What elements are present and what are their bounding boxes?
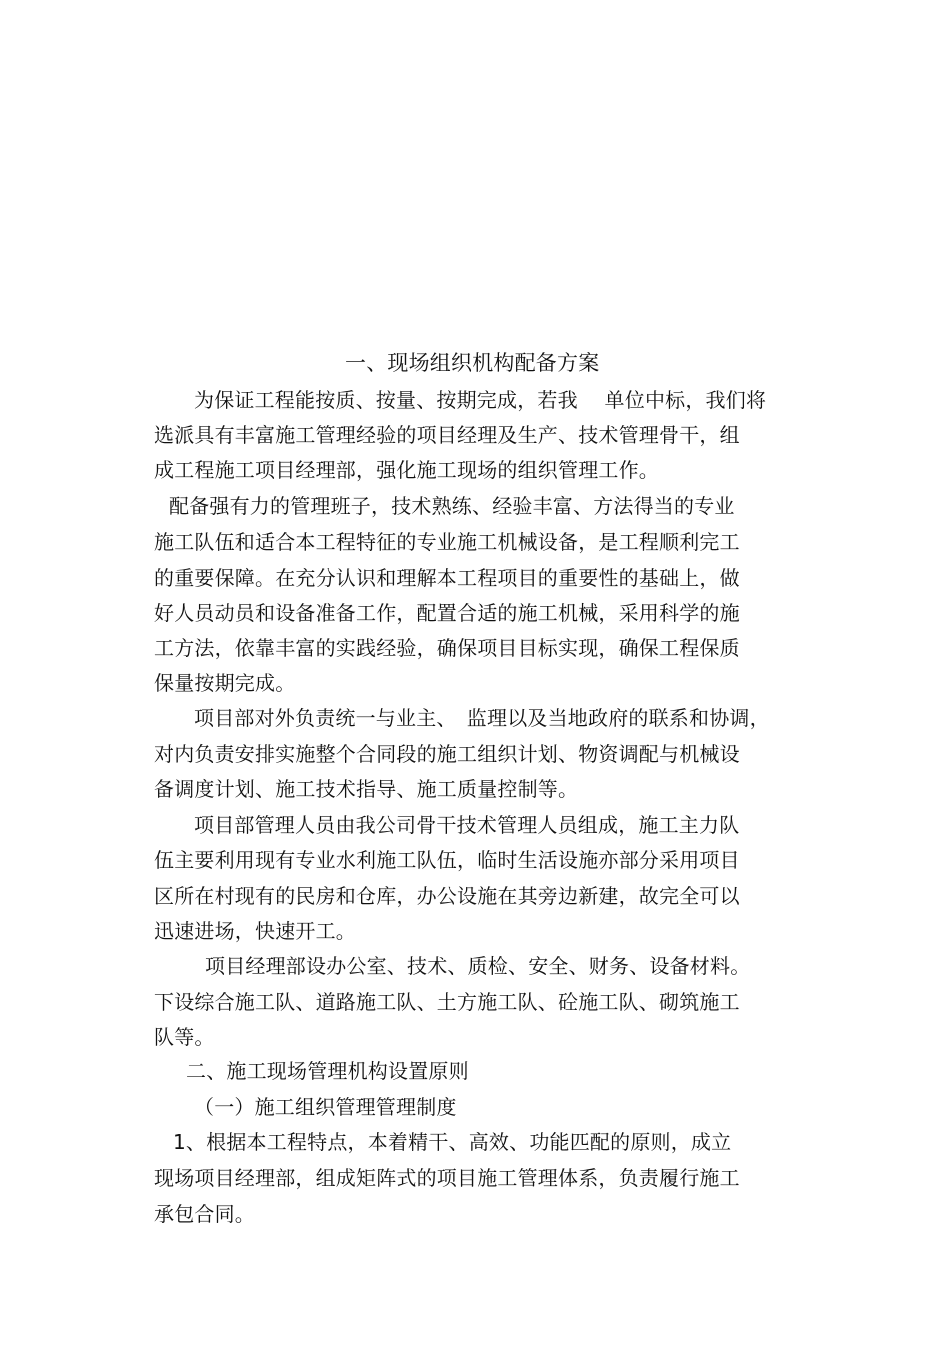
- paragraph-6-line-2: 现场项目经理部，组成矩阵式的项目施工管理体系，负责履行施工: [154, 1166, 740, 1190]
- paragraph-6-line-3: 承包合同。: [154, 1202, 255, 1226]
- paragraph-1-line-1: 为保证工程能按质、按量、按期完成，若我 单位中标，我们将: [194, 388, 767, 412]
- paragraph-3-line-3: 备调度计划、施工技术指导、施工质量控制等。: [154, 777, 579, 801]
- paragraph-4-line-3: 区所在村现有的民房和仓库，办公设施在其旁边新建，故完全可以: [154, 884, 740, 908]
- paragraph-1-line-3: 成工程施工项目经理部，强化施工现场的组织管理工作。: [154, 458, 659, 482]
- paragraph-1-line-2: 选派具有丰富施工管理经验的项目经理及生产、技术管理骨干，组: [154, 423, 740, 447]
- paragraph-3-line-2: 对内负责安排实施整个合同段的施工组织计划、物资调配与机械设: [154, 742, 740, 766]
- paragraph-2-line-3: 的重要保障。在充分认识和理解本工程项目的重要性的基础上，做: [154, 566, 740, 590]
- paragraph-2-line-4: 好人员动员和设备准备工作，配置合适的施工机械，采用科学的施: [154, 601, 740, 625]
- paragraph-2-line-2: 施工队伍和适合本工程特征的专业施工机械设备，是工程顺利完工: [154, 530, 740, 554]
- paragraph-4-line-2: 伍主要利用现有专业水利施工队伍，临时生活设施亦部分采用项目: [154, 848, 740, 872]
- paragraph-5-line-2: 下设综合施工队、道路施工队、土方施工队、砼施工队、砌筑施工: [154, 990, 740, 1014]
- paragraph-6-line-1: 1、根据本工程特点，本着精干、高效、功能匹配的原则，成立: [173, 1130, 732, 1154]
- subsection-heading-1: （一）施工组织管理管理制度: [194, 1095, 457, 1119]
- paragraph-4-line-4: 迅速进场，快速开工。: [154, 919, 356, 943]
- paragraph-2-line-5: 工方法，依靠丰富的实践经验，确保项目目标实现，确保工程保质: [154, 636, 740, 660]
- paragraph-3-line-1: 项目部对外负责统一与业主、 监理以及当地政府的联系和协调，: [194, 706, 770, 730]
- document-title: 一、现场组织机构配备方案: [345, 351, 600, 375]
- paragraph-5-line-3: 队等。: [154, 1025, 215, 1049]
- paragraph-2-line-1: 配备强有力的管理班子，技术熟练、经验丰富、方法得当的专业: [169, 494, 735, 518]
- section-heading-2: 二、施工现场管理机构设置原则: [186, 1059, 469, 1083]
- paragraph-2-line-6: 保量按期完成。: [154, 671, 296, 695]
- paragraph-4-line-1: 项目部管理人员由我公司骨干技术管理人员组成，施工主力队: [194, 813, 740, 837]
- paragraph-5-line-1: 项目经理部设办公室、技术、质检、安全、财务、设备材料。: [205, 954, 751, 978]
